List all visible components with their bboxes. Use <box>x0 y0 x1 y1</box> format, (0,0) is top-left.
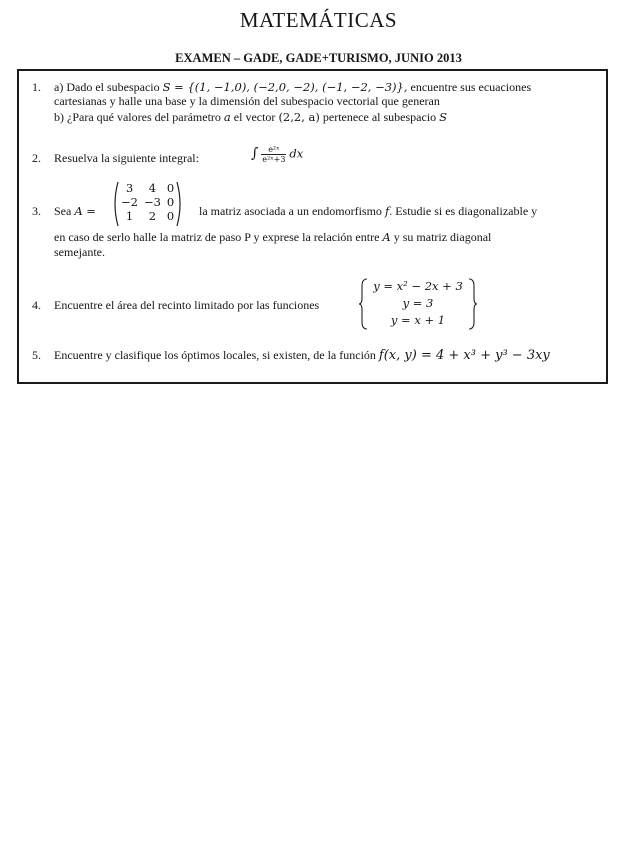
q2-integral <box>251 145 303 164</box>
q1-b-mid2: pertenece al subespacio <box>322 110 437 124</box>
matrix-cell: 3 <box>125 181 134 195</box>
integral-fraction <box>261 145 286 164</box>
right-brace-icon <box>468 278 478 330</box>
q3-text-end: . Estudie si es diagonalizable y <box>389 204 538 218</box>
q1-subspace-formula: S = {(1, −1,0), (−2,0, −2), (−1, −2, −3)}, <box>162 80 408 94</box>
q3-a-eq: A = <box>74 204 96 218</box>
left-brace-icon <box>358 278 368 330</box>
matrix-table <box>118 181 177 223</box>
q3-line2-a: A <box>382 230 391 244</box>
right-paren-icon <box>176 181 184 227</box>
q3-line2-end: y su matriz diagonal <box>393 230 492 244</box>
integral-sign: ∫ <box>251 145 259 162</box>
q3-text: la matriz asociada a un endomorfismo <box>199 204 382 218</box>
fraction-numerator: e²ˣ <box>261 145 286 155</box>
q3-f: f <box>384 204 390 218</box>
matrix-cell: 2 <box>148 209 157 223</box>
page-title: MATEMÁTICAS <box>239 8 398 32</box>
q1-a-line2: cartesianas y halle una base y la dimensión del subespacio vectorial que generan <box>54 94 440 108</box>
q3-sea: Sea <box>54 204 72 218</box>
system-equation: y = x + 1 <box>390 313 446 327</box>
system-equation: y = x² − 2x + 3 <box>373 279 463 293</box>
question-number: 4. <box>32 298 41 312</box>
matrix-cell: 1 <box>125 209 134 223</box>
question-number: 1. <box>32 80 41 94</box>
question-number: 5. <box>32 348 41 362</box>
q1-b-mid: el vector <box>233 110 276 124</box>
matrix-cell: −2 <box>121 195 138 209</box>
question-number: 2. <box>32 151 41 165</box>
matrix-cell: 0 <box>166 209 175 223</box>
q1-b-text: b) ¿Para qué valores del parámetro <box>54 110 221 124</box>
q3-line3: semejante. <box>54 245 105 259</box>
matrix-cell: 4 <box>148 181 157 195</box>
q1-param: a <box>223 110 231 124</box>
differential: dx <box>289 146 304 161</box>
q3-line2: en caso de serlo halle la matriz de paso P y exprese la relación entre <box>54 230 380 244</box>
left-paren-icon <box>111 181 119 227</box>
q3-matrix <box>104 181 184 227</box>
q1-vector: (2,2, a) <box>278 110 320 124</box>
matrix-cell: 0 <box>166 195 175 209</box>
exam-subtitle: EXAMEN – GADE, GADE+TURISMO, JUNIO 2013 <box>175 51 462 65</box>
q5-function: f(x, y) = 4 + x³ + y³ − 3xy <box>378 348 550 363</box>
matrix-cell: −3 <box>143 195 161 209</box>
q1-a-text: a) Dado el subespacio <box>54 80 160 94</box>
fraction-denominator: e²ˣ+3 <box>262 155 286 164</box>
q5-text: Encuentre y clasifique los óptimos locales, si existen, de la función <box>54 348 376 362</box>
questions-box <box>17 69 608 384</box>
q2-text: Resuelva la siguiente integral: <box>54 151 199 165</box>
question-number: 3. <box>32 204 41 218</box>
system-equation: y = 3 <box>402 296 434 310</box>
q4-text: Encuentre el área del recinto limitado por las funciones <box>54 298 320 312</box>
matrix-cell: 0 <box>166 181 175 195</box>
q1-a-text-end: encuentre sus ecuaciones <box>410 80 532 94</box>
q1-subspace-symbol: S <box>439 110 448 124</box>
